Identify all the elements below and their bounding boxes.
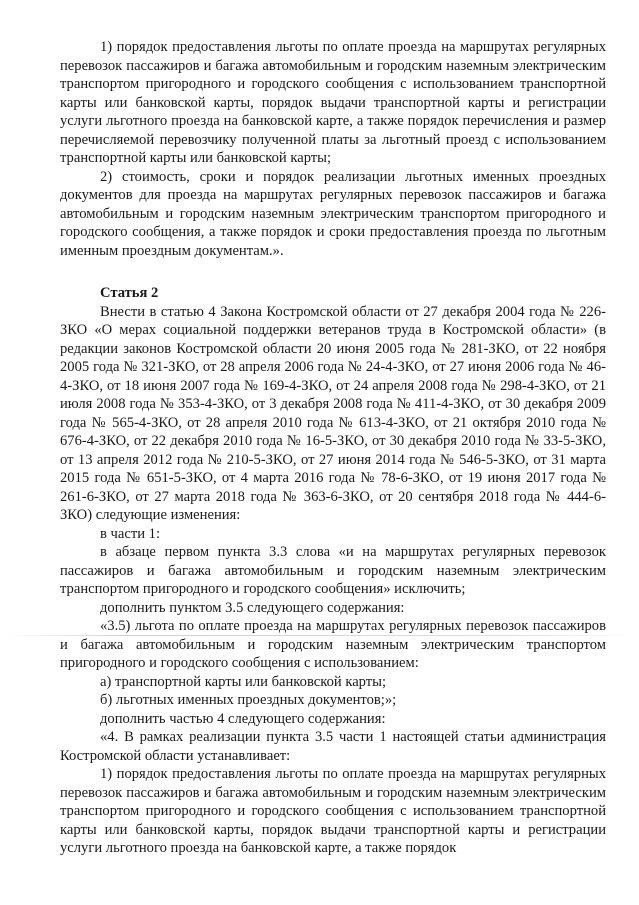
subpoint-a: а) транспортной карты или банковской карты; [100, 673, 387, 690]
paragraph-3-3-change: в абзаце первом пункта 3.3 слова «и на маршрутах регулярных перевозок пассажиров и багажа автомобильным и городским наземным электрическим транспортом пригородного и городского сообщения» исключить; [60, 544, 606, 597]
paragraph-item-1: 1) порядок предоставления льготы по оплате проезда на маршрутах регулярных перевозок пассажиров и багажа автомобильным и городским наземным электрическим транспортом пригородного и городского сообщения с использованием транспортной карты или банковской карты, порядок выдачи транспортной карты и регистрации услуги льготного проезда на банковской карте, а также порядок перечисления и размер перечисляемой перевозчику полученной платы за льготный проезд с использованием транспортной карты или банковской карты; [60, 39, 606, 166]
point-3-5-text: «3.5) льгота по оплате проезда на маршрутах регулярных перевозок пассажиров и багажа автомобильным и городским наземным электрическим транспортом пригородного и городского сообщения с использованием: [60, 618, 606, 671]
add-part-4-line: дополнить частью 4 следующего содержания: [100, 710, 386, 727]
part-4-item-1: 1) порядок предоставления льготы по оплате проезда на маршрутах регулярных перевозок пассажиров и багажа автомобильным и городским наземным электрическим транспортом пригородного и городского сообщения с использованием транспортной карты или банковской карты, порядок выдачи транспортной карты и регистрации услуги льготного проезда на банковской карте, а также порядок [60, 766, 606, 856]
scan-artifact-line [0, 635, 639, 636]
paragraph-item-2: 2) стоимость, сроки и порядок реализации льготных именных проездных документов для проезда на маршрутах регулярных перевозок пассажиров и багажа автомобильным и городским наземным электрическим транспортом пригородного и городского сообщения, а также порядок и сроки предоставления проезда по льготным именным проездным документам.». [60, 168, 606, 259]
add-point-3-5-line: дополнить пунктом 3.5 следующего содержания: [100, 599, 405, 616]
amendment-intro-paragraph: Внести в статью 4 Закона Костромской области от 27 декабря 2004 года № 226-ЗКО «О мерах социальной поддержки ветеранов труда в Костромской области» (в редакции законов Костромской области 20 июня 2005 года № 281-ЗКО, от 22 ноября 2005 года № 321-ЗКО, от 28 апреля 2006 года № 24-4-ЗКО, от 27 июня 2006 года № 46-4-ЗКО, от 18 июня 2007 года № 169-4-ЗКО, от 24 апреля 2008 года № 298-4-ЗКО, от 21 июля 2008 года № 353-4-ЗКО, от 3 декабря 2008 года № 411-4-ЗКО, от 30 декабря 2009 года № 565-4-ЗКО, от 28 апреля 2010 года № 613-4-ЗКО, от 21 октября 2010 года № 676-4-ЗКО, от 22 декабря 2010 года № 16-5-ЗКО, от 30 декабря 2010 года № 33-5-ЗКО, от 13 апреля 2012 года № 210-5-ЗКО, от 27 июня 2014 года № 546-5-ЗКО, от 31 марта 2015 года № 651-5-ЗКО, от 4 марта 2016 года № 78-6-ЗКО, от 19 июня 2017 года № 261-6-ЗКО, от 27 марта 2018 года № 363-6-ЗКО, от 20 сентября 2018 года № 444-6-ЗКО) следующие изменения: [60, 303, 606, 523]
document-page [60, 38, 606, 858]
part-4-intro: «4. В рамках реализации пункта 3.5 части 1 настоящей статьи администрация Костромской области устанавливает: [60, 729, 606, 764]
article-heading: Статья 2 [100, 285, 159, 301]
subpoint-b: б) льготных именных проездных документов;»; [100, 692, 397, 708]
part-1-label: в части 1: [100, 525, 161, 542]
